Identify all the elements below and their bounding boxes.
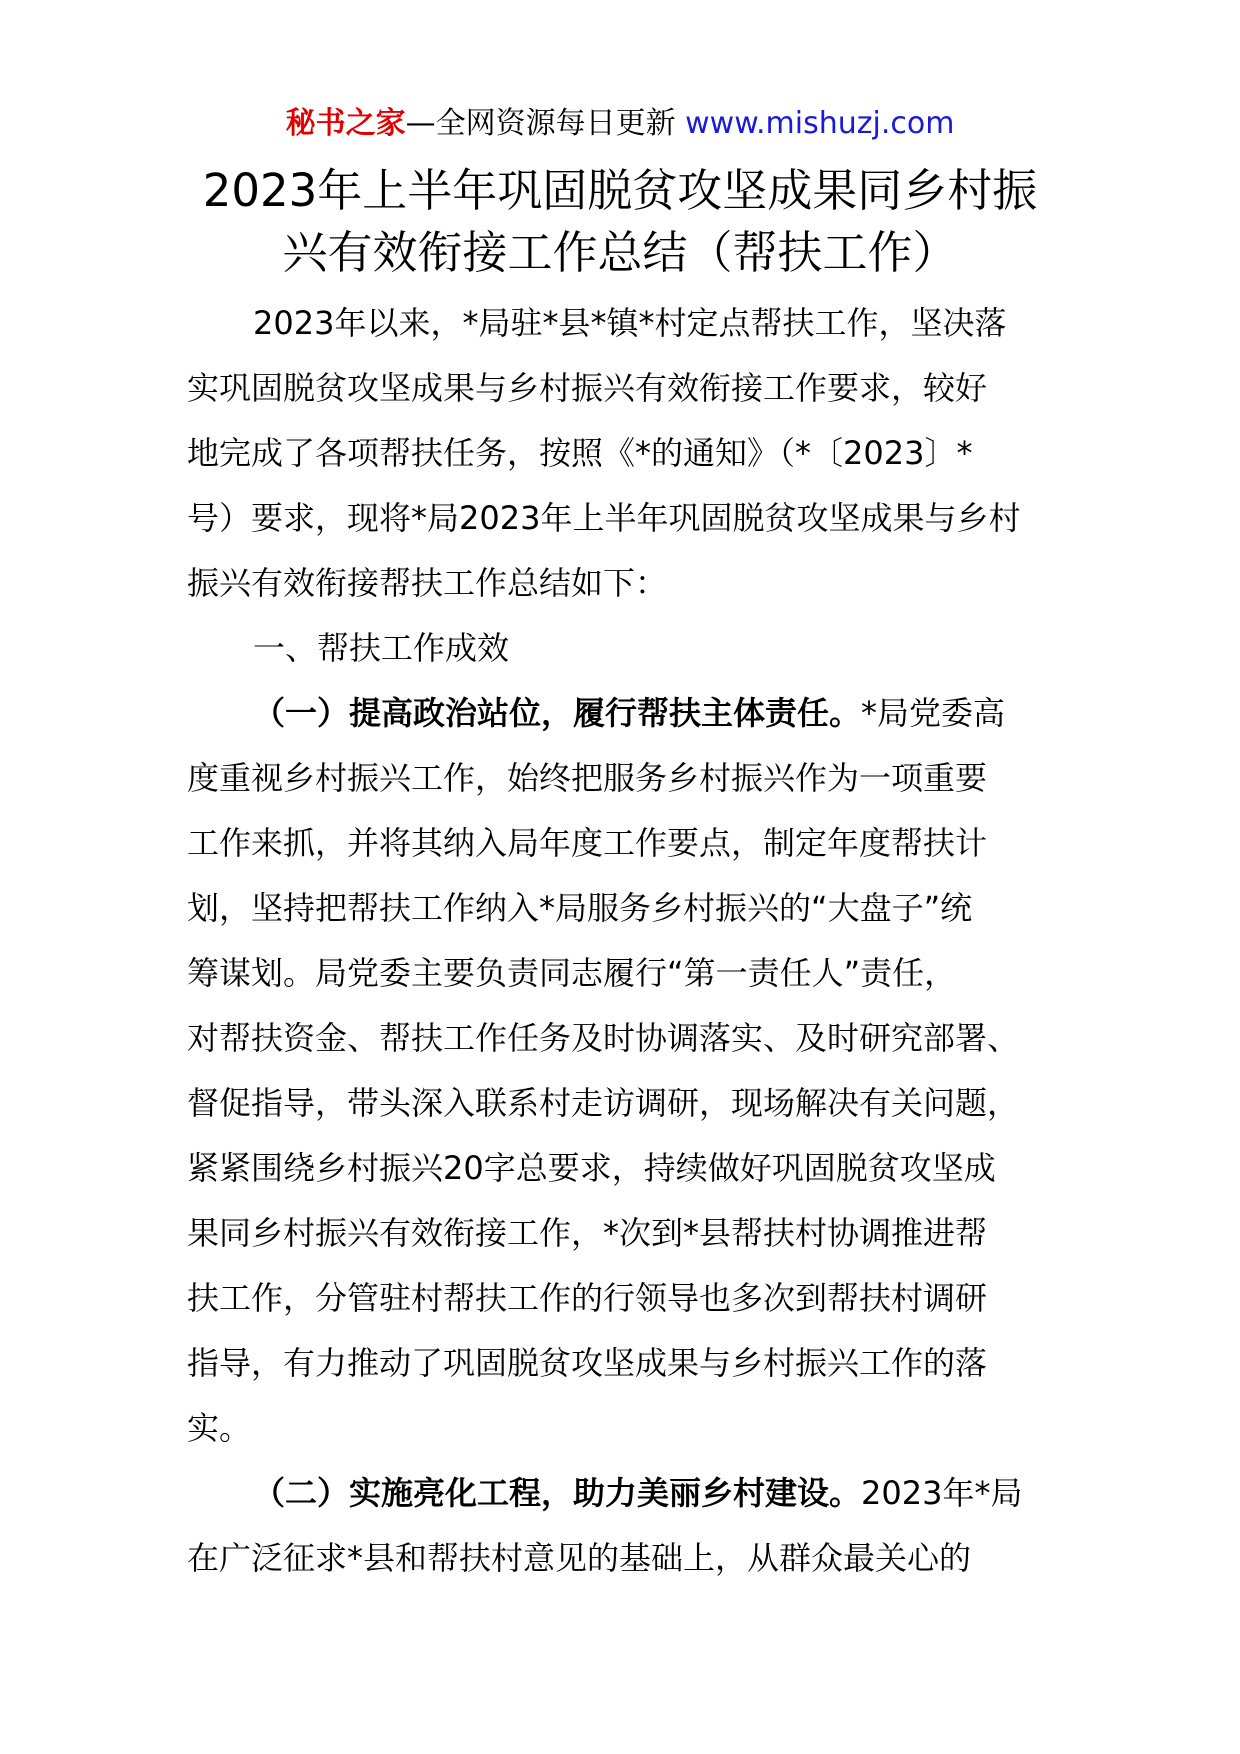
subsection-2-text: 2023年*局 <box>861 1474 1023 1512</box>
title-line-2: 兴有效衔接工作总结（帮扶工作） <box>282 226 958 279</box>
body-line: 划，坚持把帮扶工作纳入*局服务乡村振兴的“大盘子”统 <box>187 889 973 927</box>
body-line: 紧紧围绕乡村振兴20字总要求，持续做好巩固脱贫攻坚成 <box>187 1149 996 1187</box>
intro-line: 地完成了各项帮扶任务，按照《*的通知》（*〔2023〕* <box>187 434 973 472</box>
intro-line: 实巩固脱贫攻坚成果与乡村振兴有效衔接工作要求，较好 <box>187 369 988 407</box>
site-brand: 秘书之家 <box>285 106 406 141</box>
title-line-1: 2023年上半年巩固脱贫攻坚成果同乡村振 <box>202 164 1038 217</box>
body-line: 度重视乡村振兴工作，始终把服务乡村振兴作为一项重要 <box>187 759 988 797</box>
site-header <box>0 102 1240 146</box>
intro-line: 振兴有效衔接帮扶工作总结如下： <box>187 564 668 602</box>
document-body <box>187 291 1067 1591</box>
body-line: 扶工作，分管驻村帮扶工作的行领导也多次到帮扶村调研 <box>187 1279 988 1317</box>
subsection-2-heading: （二）实施亮化工程，助力美丽乡村建设。 <box>253 1474 862 1512</box>
body-line: 实。 <box>187 1409 252 1447</box>
body-line: 工作来抓，并将其纳入局年度工作要点，制定年度帮扶计 <box>187 824 988 862</box>
site-url-link[interactable]: www.mishuzj.com <box>685 106 955 141</box>
body-line: 果同乡村振兴有效衔接工作，*次到*县帮扶村协调推进帮 <box>187 1214 988 1252</box>
body-line: 督促指导，带头深入联系村走访调研，现场解决有关问题， <box>187 1084 1020 1122</box>
intro-line: 2023年以来，*局驻*县*镇*村定点帮扶工作，坚决落 <box>253 304 1007 342</box>
section-heading: 一、帮扶工作成效 <box>253 629 510 667</box>
subsection-1-first-line <box>187 681 1067 746</box>
subsection-2-first-line <box>187 1461 1067 1526</box>
subsection-1-text: *局党委高 <box>861 694 1006 732</box>
intro-line: 号）要求，现将*局2023年上半年巩固脱贫攻坚成果与乡村 <box>187 499 1021 537</box>
body-line: 在广泛征求*县和帮扶村意见的基础上，从群众最关心的 <box>187 1539 972 1577</box>
subsection-1-heading: （一）提高政治站位，履行帮扶主体责任。 <box>253 694 862 732</box>
body-line: 对帮扶资金、帮扶工作任务及时协调落实、及时研究部署、 <box>187 1019 1020 1057</box>
body-line: 筹谋划。局党委主要负责同志履行“第一责任人”责任， <box>187 954 957 992</box>
document-title <box>160 160 1080 284</box>
body-line: 指导，有力推动了巩固脱贫攻坚成果与乡村振兴工作的落 <box>187 1344 988 1382</box>
site-slogan: —全网资源每日更新 <box>405 106 676 141</box>
